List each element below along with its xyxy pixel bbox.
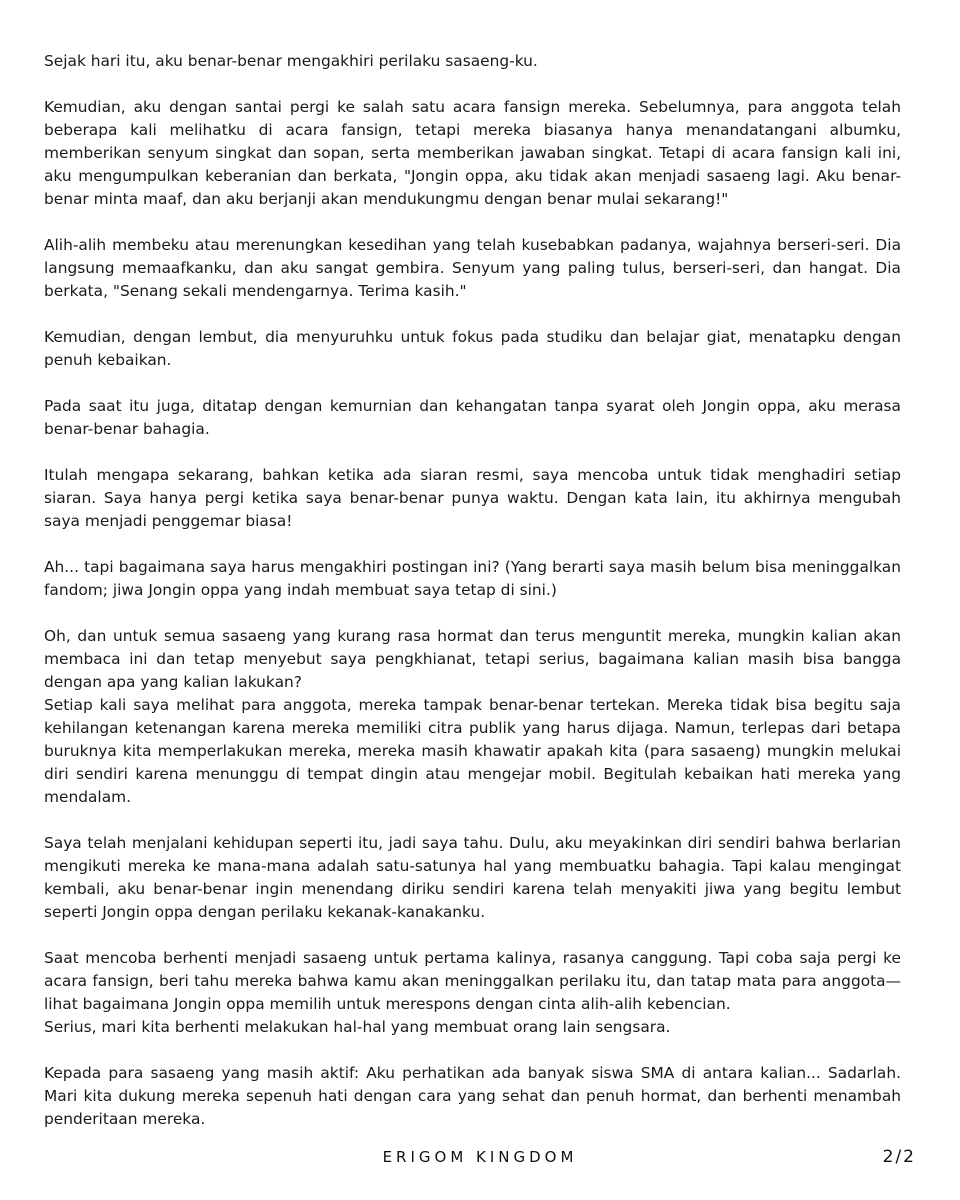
page-number: 2/2 bbox=[882, 1147, 916, 1167]
paragraph-6: Itulah mengapa sekarang, bahkan ketika ada siaran resmi, saya mencoba untuk tidak menghadiri setiap siaran. Saya hanya pergi ketika saya benar-benar punya waktu. Dengan kata lain, itu akhirnya mengubah saya menjadi penggemar biasa! bbox=[44, 466, 901, 530]
paragraph-4: Kemudian, dengan lembut, dia menyuruhku untuk fokus pada studiku dan belajar giat, menatapku dengan penuh kebaikan. bbox=[44, 328, 901, 369]
paragraph-9: Setiap kali saya melihat para anggota, mereka tampak benar-benar tertekan. Mereka tidak bisa begitu saja kehilangan ketenangan karena mereka memiliki citra publik yang harus dijaga. Namun, terlepas dari betapa buruknya kita memperlakukan mereka, mereka masih khawatir apakah kita (para sasaeng) mungkin melukai diri sendiri karena menunggu di tempat dingin atau mengejar mobil. Begitulah kebaikan hati mereka yang mendalam. bbox=[44, 696, 901, 806]
paragraph-12: Serius, mari kita berhenti melakukan hal-hal yang membuat orang lain sengsara. bbox=[44, 1018, 671, 1036]
paragraph-8: Oh, dan untuk semua sasaeng yang kurang rasa hormat dan terus menguntit mereka, mungkin kalian akan membaca ini dan tetap menyebut saya pengkhianat, tetapi serius, bagaimana kalian masih bisa bangga dengan apa yang kalian lakukan? bbox=[44, 627, 901, 691]
paragraph-13: Kepada para sasaeng yang masih aktif: Aku perhatikan ada banyak siswa SMA di antara kalian... Sadarlah. Mari kita dukung mereka sepenuh hati dengan cara yang sehat dan penuh hormat, dan berhenti menambah penderitaan mereka. bbox=[44, 1064, 901, 1128]
paragraph-3: Alih-alih membeku atau merenungkan kesedihan yang telah kusebabkan padanya, wajahnya berseri-seri. Dia langsung memaafkanku, dan aku sangat gembira. Senyum yang paling tulus, berseri-seri, dan hangat. Dia berkata, "Senang sekali mendengarnya. Terima kasih." bbox=[44, 236, 901, 300]
paragraph-2: Kemudian, aku dengan santai pergi ke salah satu acara fansign mereka. Sebelumnya, para anggota telah beberapa kali melihatku di acara fansign, tetapi mereka biasanya hanya menandatangani albumku, memberikan senyum singkat dan sopan, serta memberikan jawaban singkat. Tetapi di acara fansign kali ini, aku mengumpulkan keberanian dan berkata, "Jongin oppa, aku tidak akan menjadi sasaeng lagi. Aku benar-benar minta maaf, dan aku berjanji akan mendukungmu dengan benar mulai sekarang!" bbox=[44, 98, 901, 208]
paragraph-1: Sejak hari itu, aku benar-benar mengakhiri perilaku sasaeng-ku. bbox=[44, 52, 538, 70]
paragraph-11: Saat mencoba berhenti menjadi sasaeng untuk pertama kalinya, rasanya canggung. Tapi coba saja pergi ke acara fansign, beri tahu mereka bahwa kamu akan meninggalkan perilaku itu, dan tatap mata para anggota—lihat bagaimana Jongin oppa memilih untuk merespons dengan cinta alih-alih kebencian. bbox=[44, 949, 901, 1013]
paragraph-5: Pada saat itu juga, ditatap dengan kemurnian dan kehangatan tanpa syarat oleh Jongin oppa, aku merasa benar-benar bahagia. bbox=[44, 397, 901, 438]
paragraph-10: Saya telah menjalani kehidupan seperti itu, jadi saya tahu. Dulu, aku meyakinkan diri sendiri bahwa berlarian mengikuti mereka ke mana-mana adalah satu-satunya hal yang membuatku bahagia. Tapi kalau mengingat kembali, aku benar-benar ingin menendang diriku sendiri karena telah menyakiti jiwa yang begitu lembut seperti Jongin oppa dengan perilaku kekanak-kanakanku. bbox=[44, 834, 901, 921]
footer-brand: ERIGOM KINGDOM bbox=[382, 1148, 578, 1166]
paragraph-7: Ah... tapi bagaimana saya harus mengakhiri postingan ini? (Yang berarti saya masih belum bisa meninggalkan fandom; jiwa Jongin oppa yang indah membuat saya tetap di sini.) bbox=[44, 558, 901, 599]
document-body bbox=[44, 50, 901, 1131]
